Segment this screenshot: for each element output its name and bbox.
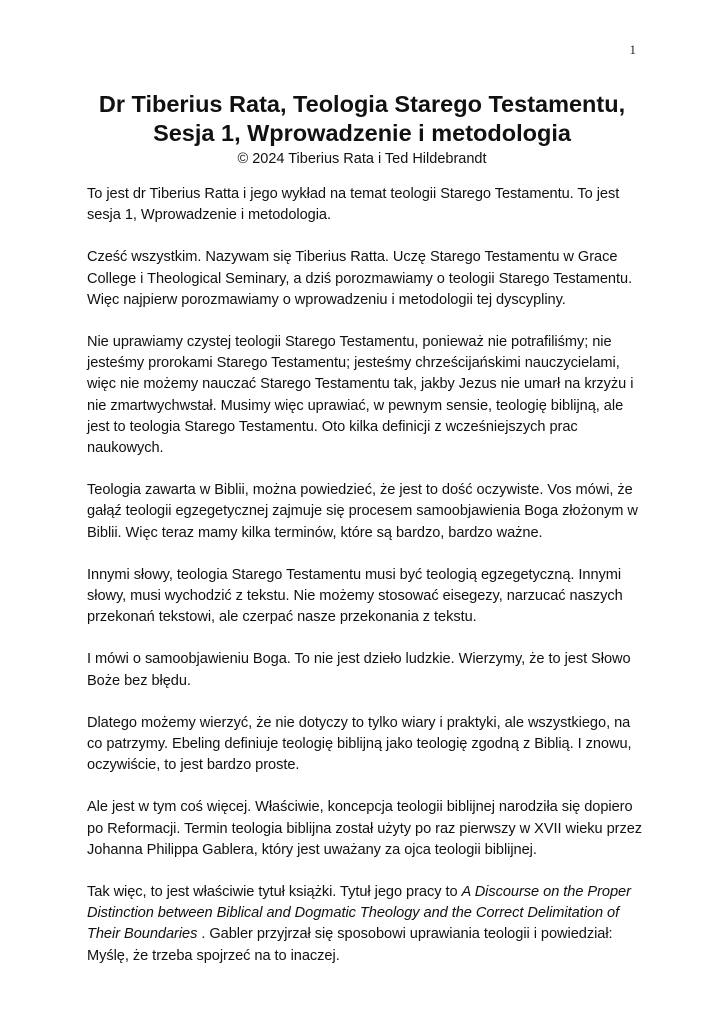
paragraph-8: Ale jest w tym coś więcej. Właściwie, koncepcja teologii biblijnej narodziła się dopiero po Reformacji. Termin teologia biblijna został użyty po raz pierwszy w XVII wieku przez Johanna Philippa Gablera, który jest uważany za ojca teologii biblijnej.: [87, 799, 643, 858]
paragraph-4: Teologia zawarta w Biblii, można powiedzieć, że jest to dość oczywiste. Vos mówi, że gałąź teologii egzegetycznej zajmuje się procesem samoobjawienia Boga złożonym w Biblii. Więc teraz mamy kilka terminów, które są bardzo, bardzo ważne.: [87, 482, 638, 541]
copyright-notice: © 2024 Tiberius Rata i Ted Hildebrandt: [237, 151, 487, 167]
paragraph-6: I mówi o samoobjawieniu Boga. To nie jest dzieło ludzkie. Wierzymy, że to jest Słowo Boże bez błędu.: [87, 651, 631, 689]
title-line-2: Sesja 1, Wprowadzenie i metodologia: [153, 120, 571, 146]
paragraph-9-text-end: . Gabler przyjrzał się sposobowi uprawiania teologii i powiedział: Myślę, że trzeba spojrzeć na to inaczej.: [87, 926, 613, 964]
paragraph-9: [87, 882, 647, 967]
document-header: [0, 90, 724, 168]
paragraph-1: To jest dr Tiberius Ratta i jego wykład na temat teologii Starego Testamentu. To jest sesja 1, Wprowadzenie i metodologia.: [87, 186, 620, 224]
document-title: [0, 90, 724, 148]
paragraph-3: Nie uprawiamy czystej teologii Starego Testamentu, ponieważ nie potrafiliśmy; nie jesteśmy prorokami Starego Testamentu; jesteśmy chrześcijańskimi nauczycielami, więc nie możemy nauczać Starego Testamentu tak, jakby Jezus nie umarł na krzyżu i nie zmartwychwstał. Musimy więc uprawiać, w pewnym sensie, teologię biblijną, ale jest to teologia Starego Testamentu. Oto kilka definicji z wcześniejszych prac naukowych.: [87, 334, 634, 457]
paragraph-7: Dlatego możemy wierzyć, że nie dotyczy to tylko wiary i praktyki, ale wszystkiego, na co patrzymy. Ebeling definiuje teologię biblijną jako teologię zgodną z Biblią. I znowu, oczywiście, to jest bardzo proste.: [87, 714, 632, 774]
book-title: A Discourse on the Proper Distinction between Biblical and Dogmatic Theology and the Correct Delimitation of Their Boundaries: [87, 884, 631, 943]
paragraph-5: Innymi słowy, teologia Starego Testamentu musi być teologią egzegetyczną. Innymi słowy, musi wychodzić z tekstu. Nie możemy stosować eisegezy, narzucać naszych przekonań tekstowi, ale czerpać nasze przekonania z tekstu.: [87, 566, 623, 626]
paragraph-2: Cześć wszystkim. Nazywam się Tiberius Ratta. Uczę Starego Testamentu w Grace College i Theological Seminary, a dziś porozmawiamy o teologii Starego Testamentu. Więc najpierw porozmawiamy o wprowadzeniu i metodologii tej dyscypliny.: [87, 249, 633, 308]
title-line-1: Dr Tiberius Rata, Teologia Starego Testamentu,: [98, 91, 626, 117]
page-number: 1: [629, 42, 636, 57]
paragraph-9-text-start: Tak więc, to jest właściwie tytuł książki. Tytuł jego pracy to: [87, 884, 462, 901]
document-body: [87, 184, 647, 988]
